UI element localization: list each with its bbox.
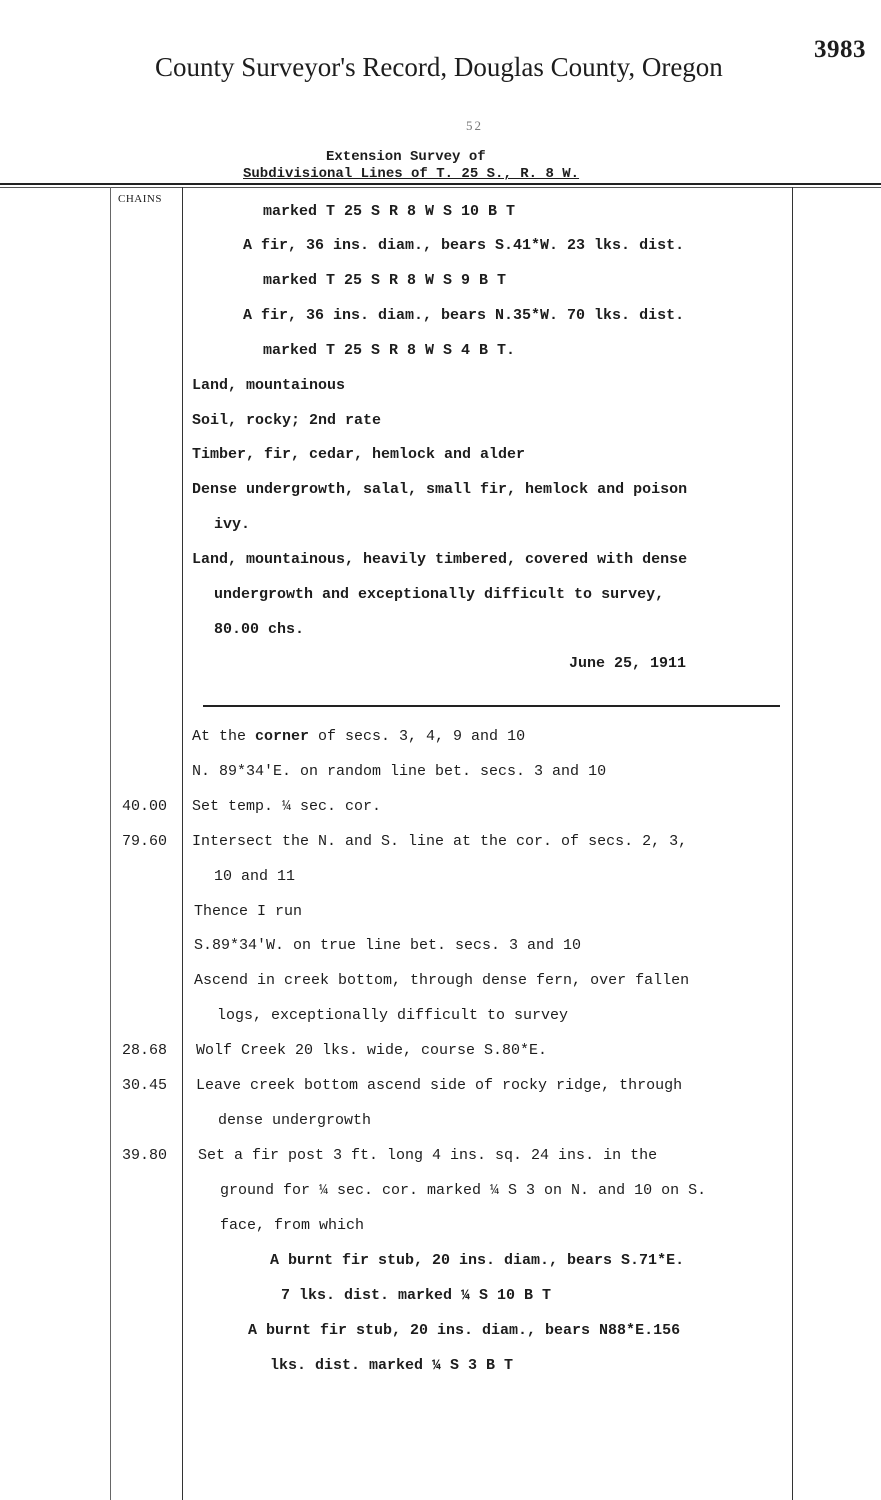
header-rule: [0, 183, 881, 185]
note-text: of secs. 3, 4, 9 and 10: [309, 728, 526, 745]
note-line: Timber, fir, cedar, hemlock and alder: [192, 446, 526, 463]
margin-column-line: [110, 187, 111, 1500]
note-line: ground for ¼ sec. cor. marked ¼ S 3 on N. and 10 on S.: [220, 1182, 707, 1199]
note-line: Set temp. ¼ sec. cor.: [192, 798, 382, 815]
chains-column-line: [182, 187, 183, 1500]
note-line: A burnt fir stub, 20 ins. diam., bears N88*E.156: [248, 1322, 681, 1339]
note-line: 7 lks. dist. marked ¼ S 10 B T: [281, 1287, 552, 1304]
note-line: Wolf Creek 20 lks. wide, course S.80*E.: [196, 1042, 548, 1059]
note-line: S.89*34'W. on true line bet. secs. 3 and 10: [194, 937, 582, 954]
note-text-emphasis: corner: [255, 728, 310, 745]
sheet-number: 52: [466, 118, 483, 133]
note-line: A fir, 36 ins. diam., bears N.35*W. 70 lks. dist.: [243, 307, 685, 324]
entry-divider: [203, 705, 780, 707]
note-line: 10 and 11: [214, 868, 296, 885]
survey-heading-line1: Extension Survey of: [326, 149, 486, 165]
note-line: Leave creek bottom ascend side of rocky ridge, through: [196, 1077, 683, 1094]
header-rule-thin: [0, 187, 881, 188]
note-line: Soil, rocky; 2nd rate: [192, 412, 382, 429]
note-line: 80.00 chs.: [214, 621, 305, 638]
note-line: A fir, 36 ins. diam., bears S.41*W. 23 lks. dist.: [243, 237, 685, 254]
note-line: ivy.: [214, 516, 251, 533]
note-line: Intersect the N. and S. line at the cor. of secs. 2, 3,: [192, 833, 688, 850]
record-title: County Surveyor's Record, Douglas County, Oregon: [155, 52, 723, 82]
note-line: N. 89*34'E. on random line bet. secs. 3 and 10: [192, 763, 607, 780]
note-line: Dense undergrowth, salal, small fir, hemlock and poison: [192, 481, 688, 498]
note-line: Set a fir post 3 ft. long 4 ins. sq. 24 ins. in the: [198, 1147, 658, 1164]
chain-distance: 39.80: [122, 1147, 168, 1164]
chain-distance: 79.60: [122, 833, 168, 850]
chain-distance: 28.68: [122, 1042, 168, 1059]
note-line: logs, exceptionally difficult to survey: [217, 1007, 569, 1024]
note-line: [192, 728, 525, 746]
note-line: undergrowth and exceptionally difficult to survey,: [214, 586, 665, 603]
note-line: face, from which: [220, 1217, 365, 1234]
note-line: Land, mountainous: [192, 377, 346, 394]
note-line: marked T 25 S R 8 W S 4 B T.: [263, 342, 516, 359]
note-line: Thence I run: [194, 903, 303, 920]
note-line: Land, mountainous, heavily timbered, covered with dense: [192, 551, 688, 568]
chains-column-header: CHAINS: [118, 193, 162, 205]
note-line: A burnt fir stub, 20 ins. diam., bears S.71*E.: [270, 1252, 685, 1269]
right-margin-line: [792, 187, 793, 1500]
note-line: marked T 25 S R 8 W S 9 B T: [263, 272, 507, 289]
note-text: At the: [192, 728, 256, 745]
chain-distance: 30.45: [122, 1077, 168, 1094]
entry-date: June 25, 1911: [569, 655, 687, 672]
page-number: 3983: [814, 36, 866, 63]
note-line: lks. dist. marked ¼ S 3 B T: [270, 1357, 514, 1374]
survey-heading-line2: Subdivisional Lines of T. 25 S., R. 8 W.: [243, 166, 580, 182]
note-line: Ascend in creek bottom, through dense fern, over fallen: [194, 972, 690, 989]
note-line: marked T 25 S R 8 W S 10 B T: [263, 203, 516, 220]
note-line: dense undergrowth: [218, 1112, 372, 1129]
chain-distance: 40.00: [122, 798, 168, 815]
